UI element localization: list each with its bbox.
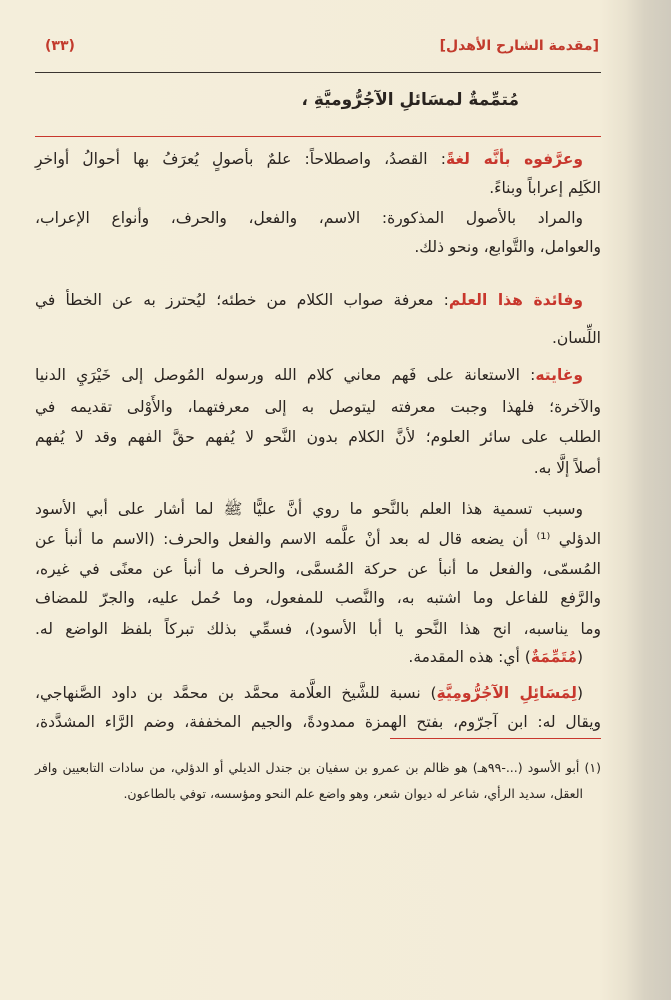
line-text: المُسمّى، والفعل ما أنبأ عن حركة المُسمَّى، والحرف ما أنبأ عن معنًى في غيره، bbox=[35, 560, 601, 578]
text-line bbox=[35, 586, 601, 610]
text-line bbox=[35, 710, 601, 734]
line-text: ) نسبة للشَّيخ العلَّامة محمَّد بن محمَّد بن داود الصَّنهاجي، bbox=[35, 684, 437, 702]
text-line bbox=[35, 617, 601, 641]
highlighted-term: وفائدة هذا العلم bbox=[448, 291, 583, 309]
highlighted-term: وعرَّفوه بأنَّه لغةً bbox=[445, 150, 583, 168]
paren: ( bbox=[576, 648, 583, 666]
line-text: أصلاً إلَّا به. bbox=[533, 459, 601, 477]
running-header-title: [مقدمة الشارح الأهدل] bbox=[439, 38, 599, 54]
text-line bbox=[35, 456, 601, 480]
line-text: وسبب تسمية هذا العلم بالنَّحو ما روي أنَّ عليًّا ﷺ لما أشار على أبي الأسود bbox=[35, 500, 583, 518]
header-divider bbox=[35, 72, 601, 73]
line-text: ويقال له: ابن آجرّوم، بفتح الهمزة ممدودةً، والجيم المخففة، وضم الرَّاء المشدَّدة، bbox=[35, 713, 601, 731]
footnote-divider bbox=[390, 738, 601, 739]
line-text: الدؤلي ⁽¹⁾ أن يضعه قال له بعد أنْ علَّمه الاسم والفعل والحرف: (الاسم ما أنبأ عن bbox=[35, 530, 601, 548]
page-number: (٣٣) bbox=[45, 38, 75, 54]
line-text: اللِّسان. bbox=[551, 329, 601, 347]
line-text: والرَّفع للفاعل وما اشتبه به، والنَّصب للمفعول، وما حُمل عليه، والجرّ للمضاف bbox=[35, 589, 601, 607]
text-line bbox=[35, 681, 601, 705]
line-text: : معرفة صواب الكلام من خطئه؛ ليُحترز به عن الخطأ في bbox=[35, 291, 449, 309]
text-line bbox=[35, 206, 601, 230]
text-line bbox=[35, 288, 601, 312]
text-line bbox=[35, 326, 601, 350]
footnote-line: العقل، سديد الرأي، شاعر له ديوان شعر، وهو واضع علم النحو ومؤسسه، توفي بالطاعون. bbox=[123, 786, 583, 801]
footnote-line: (١) أبو الأسود (...-٩٩هـ) هو ظالم بن عمرو بن سفيان بن جندل الديلي أو الدؤلي، من سادات التابعيين وافر bbox=[35, 760, 601, 775]
line-text: : القصدُ، واصطلاحاً: علمٌ بأصولٍ يُعرَفُ بها أحوالُ أواخرِ bbox=[35, 150, 446, 168]
text-line bbox=[35, 395, 601, 419]
text-line bbox=[35, 147, 601, 171]
paren: ( bbox=[576, 684, 583, 702]
line-text: الطلب على سائر العلوم؛ لأنَّ الكلام بدون النَّحو لا يُفهم حقَّ الفهم وقد لا يُفهم bbox=[35, 428, 601, 446]
highlighted-term: لِمَسَائِلِ الآجُرُّومِيَّةِ bbox=[436, 684, 577, 702]
text-line bbox=[35, 497, 601, 521]
line-text: والمراد بالأصول المذكورة: الاسم، والفعل، والحرف، وأنواع الإعراب، bbox=[35, 209, 583, 227]
text-line bbox=[35, 527, 601, 551]
text-line bbox=[35, 645, 601, 669]
text-line bbox=[35, 363, 601, 387]
line-text: : الاستعانة على فَهم معاني كلام الله ورسوله المُوصل إلى خَيْرَيِ الدنيا bbox=[35, 366, 536, 384]
highlighted-term: وغايته bbox=[535, 366, 583, 384]
line-text: ) أي: هذه المقدمة. bbox=[408, 648, 531, 666]
line-text: والعوامل، والتَّوابع، ونحو ذلك. bbox=[414, 238, 601, 256]
matn-divider bbox=[35, 136, 601, 137]
line-text: وما يناسبه، انح هذا النَّحو يا أبا الأسود)، فسمِّي بذلك تبركاً بلفظ الواضع له. bbox=[35, 620, 601, 638]
matn-text: مُتمِّمةٌ لمسَائلِ الآجُرُّوميَّةِ ، bbox=[301, 90, 519, 110]
text-line bbox=[35, 176, 601, 200]
text-line bbox=[35, 425, 601, 449]
highlighted-term: مُتَمِّمَةٌ bbox=[530, 648, 577, 666]
line-text: والآخرة؛ فلهذا وجبت معرفته ليتوصل به إلى معرفتهما، والأَوْلى تقديمه في bbox=[35, 398, 601, 416]
line-text: الكَلِم إعراباً وبناءً. bbox=[489, 179, 601, 197]
text-line bbox=[35, 235, 601, 259]
text-line bbox=[35, 557, 601, 581]
